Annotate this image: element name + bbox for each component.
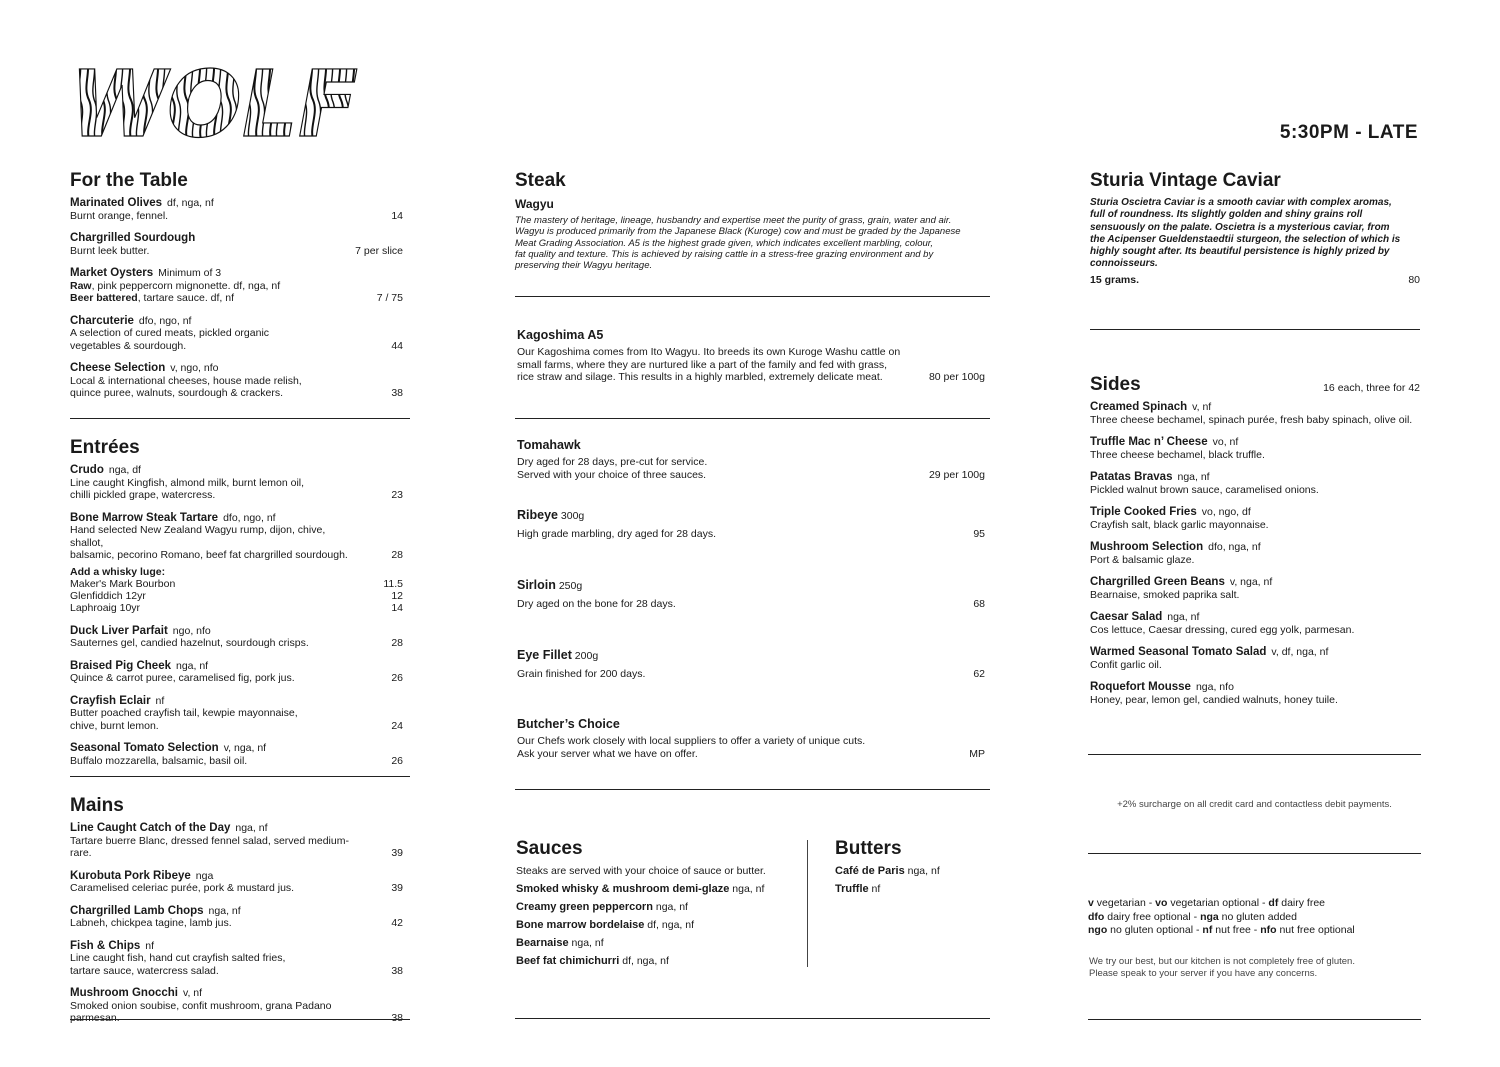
sides-section [1090, 374, 1420, 716]
item-price: 80 [1408, 273, 1420, 286]
luge-name: Glenfiddich 12yr [70, 590, 146, 603]
item-header [70, 660, 403, 673]
divider [70, 1019, 410, 1020]
cut-weight: 200g [571, 650, 599, 662]
sauce-tags: df, nga, nf [619, 954, 669, 967]
item-description: Confit garlic oil. [1090, 658, 1162, 671]
item-tags: nga, nf [175, 659, 209, 672]
column-left [70, 170, 403, 410]
item-tags: dfo, ngo, nf [138, 314, 192, 327]
legend-key: v [1088, 897, 1094, 909]
cut-name: Eye Fillet [517, 648, 572, 662]
item-price: 7 per slice [355, 244, 403, 257]
item-description: Bearnaise, smoked paprika salt. [1090, 588, 1240, 601]
legend-key: nf [1202, 924, 1213, 936]
item-header [1090, 401, 1420, 414]
item-tags: dfo, ngo, nf [223, 511, 276, 524]
menu-item [70, 695, 403, 733]
item-row [70, 210, 403, 223]
cut-row [517, 668, 985, 681]
luge-price: 14 [391, 602, 403, 615]
section-title: Sides [1090, 374, 1141, 395]
item-description: Line caught Kingfish, almond milk, burnt lemon oil, chilli pickled grape, watercress. [70, 476, 305, 501]
sauce-tags: nga, nf [904, 865, 940, 877]
item-description: Caramelised celeriac purée, pork & mustard jus. [70, 882, 295, 894]
item-row [70, 637, 403, 650]
steak-cut [517, 578, 985, 648]
item-description: Smoked onion soubise, confit mushroom, grana Padano parmesan. [70, 999, 332, 1024]
item-price: 26 [391, 672, 403, 685]
item-option-name: Beer battered [70, 292, 138, 304]
sauce-name: Beef fat chimichurri [516, 954, 620, 967]
cut-row [517, 598, 985, 611]
mains-section [70, 795, 403, 1035]
sauce-tags: df, nga, nf [644, 918, 694, 931]
item-name: Charcuterie [70, 314, 134, 327]
item-tags: nga, nfo [1195, 681, 1234, 693]
cut-header [517, 578, 985, 592]
cut-header [517, 508, 985, 522]
side-item [1090, 681, 1420, 706]
sauce-tags: nf [868, 883, 881, 895]
menu-item [70, 362, 403, 400]
item-header [1090, 646, 1420, 659]
item-description: Burnt orange, fennel. [70, 209, 169, 222]
steak-cut [517, 508, 985, 578]
legend-key: nfo [1260, 924, 1277, 936]
item-name: Bone Marrow Steak Tartare [70, 511, 219, 524]
vertical-divider [807, 840, 808, 967]
sauce-item [516, 916, 801, 934]
item-description: Three cheese bechamel, black truffle. [1090, 448, 1265, 461]
item-row [70, 1000, 403, 1025]
cut-name: Sirloin [517, 578, 556, 592]
item-description: Dry aged for 28 days, pre-cut for service. Served with your choice of three sauces. [517, 456, 708, 481]
item-description: Labneh, chickpea tagine, lamb jus. [70, 917, 232, 929]
divider [1090, 329, 1420, 330]
item-tags: v, nf [182, 987, 203, 999]
item-header [70, 232, 403, 245]
butters-section [835, 838, 990, 898]
item-tags: nga, nf [208, 904, 241, 917]
item-description: Tartare buerre Blanc, dressed fennel salad, served medium-rare. [70, 834, 349, 859]
divider [515, 789, 990, 790]
luge-row [70, 578, 403, 590]
item-name: Market Oysters [70, 267, 154, 279]
side-item [1090, 436, 1420, 461]
item-header [1090, 541, 1420, 554]
legend-row: ngo no gluten optional - nf nut free - nfo nut free optional [1088, 924, 1355, 936]
item-tags: dfo, nga, nf [1208, 541, 1261, 553]
item-description: Cos lettuce, Caesar dressing, cured egg yolk, parmesan. [1090, 623, 1355, 636]
item-description: Pickled walnut brown sauce, caramelised onions. [1090, 483, 1319, 496]
sauce-tags: nga, nf [652, 900, 688, 913]
item-tags: v, df, nga, nf [1271, 646, 1329, 658]
sauce-item [516, 952, 801, 970]
item-price: 38 [391, 1012, 403, 1024]
section-title: Sauces [516, 838, 583, 859]
sauce-name: Bone marrow bordelaise [516, 918, 645, 931]
menu-item [70, 232, 403, 257]
divider [1088, 1019, 1421, 1020]
section-title: Mains [70, 795, 124, 816]
item-tags: ngo, nfo [172, 624, 211, 637]
item-name: Seasonal Tomato Selection [70, 742, 219, 755]
item-price: 42 [391, 917, 403, 929]
sauce-name: Bearnaise [516, 936, 569, 949]
sauce-name: Café de Paris [835, 865, 905, 877]
item-description: Line caught fish, hand cut crayfish salted fries, tartare sauce, watercress salad. [70, 952, 286, 977]
legend-key: vo [1155, 897, 1168, 909]
item-row [70, 477, 403, 502]
item-tags: df, nga, nf [167, 197, 214, 209]
menu-item [70, 742, 403, 767]
item-price: MP [969, 747, 985, 760]
sauce-item [835, 880, 990, 898]
item-name: Roquefort Mousse [1090, 681, 1191, 693]
item-header [70, 987, 403, 1000]
item-name: Crayfish Eclair [70, 694, 151, 707]
item-tags: nf [155, 694, 165, 707]
luge-price: 11.5 [383, 578, 403, 590]
item-name: Mushroom Gnocchi [70, 987, 178, 999]
item-description: Crayfish salt, black garlic mayonnaise. [1090, 518, 1269, 531]
opening-hours: 5:30PM - LATE [1279, 122, 1418, 143]
dietary-legend [1088, 897, 1421, 938]
item-name: Mushroom Selection [1090, 541, 1204, 553]
menu-item [70, 464, 403, 502]
item-header [70, 742, 403, 755]
item-description: Raw, pink peppercorn mignonette. df, nga, nf Beer battered, tartare sauce. df, nf [70, 279, 281, 304]
luge-title: Add a whisky luge: [70, 565, 166, 578]
cut-description: High grade marbling, dry aged for 28 days. [517, 528, 717, 540]
kagoshima-item [517, 328, 985, 384]
item-tags: v, nga, nf [1229, 576, 1273, 588]
sauce-name: Truffle [835, 883, 869, 895]
divider [70, 418, 410, 419]
item-row [70, 245, 403, 258]
item-name: Fish & Chips [70, 939, 141, 952]
legend-row: v vegetarian - vo vegetarian optional - df dairy free [1088, 897, 1326, 909]
cut-description: Grain finished for 200 days. [517, 668, 646, 680]
item-header [1090, 436, 1420, 449]
item-name: Triple Cooked Fries [1090, 506, 1197, 518]
sauce-item [516, 934, 801, 952]
legend-key: nga [1200, 910, 1219, 923]
divider [70, 776, 410, 777]
item-name: Braised Pig Cheek [70, 659, 171, 672]
item-tags: v, nf [1192, 401, 1212, 413]
side-item [1090, 401, 1420, 426]
item-name: Marinated Olives [70, 197, 163, 209]
item-name: Kagoshima A5 [517, 328, 604, 342]
item-name: Kurobuta Pork Ribeye [70, 869, 191, 882]
side-item [1090, 471, 1420, 496]
item-header [1090, 506, 1420, 519]
divider [1088, 853, 1421, 854]
for-the-table-section [70, 170, 403, 400]
steak-cuts [517, 508, 985, 718]
item-tags: nga, nf [1167, 611, 1200, 623]
whisky-luge [70, 566, 403, 615]
butchers-choice-item [517, 717, 985, 760]
sides-pricing: 16 each, three for 42 [1323, 381, 1420, 394]
side-item [1090, 646, 1420, 671]
item-price: 28 [391, 637, 403, 650]
item-header [70, 267, 403, 280]
cut-price: 68 [973, 598, 985, 610]
cut-name: Ribeye [517, 508, 558, 522]
section-title: For the Table [70, 170, 188, 191]
wagyu-title: Wagyu [515, 197, 554, 211]
item-row [70, 375, 403, 400]
item-header [70, 197, 403, 210]
item-row [70, 280, 403, 305]
legend-key: df [1268, 897, 1279, 909]
item-price: 23 [391, 489, 403, 501]
menu-item [70, 870, 403, 895]
caviar-description: Sturia Oscietra Caviar is a smooth caviar with complex aromas, full of roundness. Its slightly golden and shiny grains roll sensuously on the palate. Oscietra is a mysterious caviar, from the Acipenser Gueldenstaedtii sturgeon, the selection of which is highly sought after. Its beautiful persistence is highly prized by connoisseurs. [1090, 197, 1401, 270]
item-description: Burnt leek butter. [70, 244, 150, 257]
side-item [1090, 611, 1420, 636]
item-header [1090, 576, 1420, 589]
item-header [70, 625, 403, 638]
item-header [1090, 611, 1420, 624]
sauce-tags: nga, nf [568, 936, 604, 949]
item-name: Cheese Selection [70, 362, 166, 374]
legend-key: dfo [1088, 910, 1105, 923]
svg-text:WOLF: WOLF [70, 58, 358, 142]
item-row [70, 672, 403, 685]
item-price: 29 per 100g [928, 468, 985, 481]
caviar-section [1090, 170, 1420, 286]
divider [1088, 754, 1421, 755]
sauce-item [516, 880, 801, 898]
wolf-logo [70, 58, 360, 142]
sauces-intro: Steaks are served with your choice of sauce or butter. [516, 865, 766, 877]
sauces-section [516, 838, 801, 970]
steak-cut [517, 648, 985, 718]
section-title: Sturia Vintage Caviar [1090, 170, 1281, 191]
item-header [70, 362, 403, 375]
item-name: Butcher’s Choice [517, 717, 620, 731]
item-header [70, 464, 403, 477]
menu-item [70, 315, 403, 353]
item-price: 38 [391, 964, 403, 977]
cut-price: 62 [973, 668, 985, 680]
item-tags: nga, nf [1177, 471, 1210, 483]
divider [515, 418, 990, 419]
cut-header [517, 648, 985, 662]
item-row [70, 952, 403, 977]
item-price: 24 [391, 719, 403, 732]
item-price: 44 [391, 339, 403, 352]
item-name: Warmed Seasonal Tomato Salad [1090, 646, 1267, 658]
menu-item [70, 197, 403, 222]
item-name: Creamed Spinach [1090, 401, 1188, 413]
wagyu-description: The mastery of heritage, lineage, husbandry and expertise meet the purity of grass, grain, water and air. Wagyu is produced primarily from the Japanese Black (Kuroge) cow and must be graded by the Japanese Meat Grading Association. A5 is the highest grade given, which indicates excellent marbling, colour, fat quality and texture. This is achieved by raising cattle in a stress-free grazing environment and by preserving their Wagyu heritage. [515, 215, 961, 272]
item-description: Our Kagoshima comes from Ito Wagyu. Ito breeds its own Kuroge Washu cattle on small farms, where they are nurtured like a part of the family and fed with grass, rice straw and silage. This results in a highly marbled, extremely delicate meat. [517, 346, 901, 383]
cut-price: 95 [973, 528, 985, 540]
item-description: Quince & carrot puree, caramelised fig, pork jus. [70, 672, 295, 685]
item-name: Tomahawk [517, 438, 581, 452]
sauce-name: Smoked whisky & mushroom demi-glaze [516, 882, 730, 895]
divider [515, 296, 990, 297]
item-header [70, 315, 403, 328]
side-item [1090, 541, 1420, 566]
menu-item [70, 660, 403, 685]
steak-section [515, 170, 985, 271]
item-name: Caesar Salad [1090, 611, 1163, 623]
item-description: Butter poached crayfish tail, kewpie mayonnaise, chive, burnt lemon. [70, 707, 298, 732]
luge-row [70, 602, 403, 614]
section-title: Butters [835, 838, 902, 859]
item-name: Patatas Bravas [1090, 471, 1173, 483]
divider [515, 1018, 990, 1019]
item-price: 7 / 75 [376, 292, 403, 304]
cut-description: Dry aged on the bone for 28 days. [517, 598, 676, 610]
item-description: A selection of cured meats, pickled organic vegetables & sourdough. [70, 327, 270, 352]
sauce-item [835, 862, 990, 880]
menu-item [70, 940, 403, 978]
item-row [70, 882, 403, 895]
item-row [70, 707, 403, 732]
item-description: Honey, pear, lemon gel, candied walnuts, honey tuile. [1090, 693, 1338, 706]
item-price: 26 [391, 754, 403, 767]
menu-item [70, 822, 403, 860]
item-tags: vo, nf [1212, 436, 1239, 448]
item-row [70, 835, 403, 860]
item-row [70, 755, 403, 768]
item-row [70, 524, 403, 562]
cut-row [517, 528, 985, 541]
gluten-note: We try our best, but our kitchen is not completely free of gluten. Please speak to your server if you have any concerns. [1089, 956, 1355, 979]
item-name: Line Caught Catch of the Day [70, 822, 231, 834]
section-title: Steak [515, 170, 566, 191]
item-tags: v, nga, nf [223, 742, 267, 755]
sauce-item [516, 898, 801, 916]
item-price: 39 [391, 847, 403, 859]
item-tags: vo, ngo, df [1201, 506, 1251, 518]
item-option-name: Raw [70, 279, 92, 292]
item-row [70, 327, 403, 352]
item-description: Our Chefs work closely with local suppliers to offer a variety of unique cuts. Ask your server what we have on offer. [517, 735, 866, 760]
item-name: Crudo [70, 464, 104, 476]
item-header [70, 695, 403, 708]
item-row [70, 917, 403, 930]
menu-item [70, 625, 403, 650]
section-title: Entrées [70, 437, 140, 458]
item-header [70, 905, 403, 918]
menu-item [70, 905, 403, 930]
item-description: Hand selected New Zealand Wagyu rump, dijon, chive, shallot, balsamic, pecorino Romano, beef fat chargrilled sourdough. [70, 524, 348, 561]
item-tags: nga [195, 869, 214, 882]
item-tags: Minimum of 3 [158, 267, 222, 279]
legend-key: ngo [1088, 924, 1108, 936]
luge-name: Laphroaig 10yr [70, 602, 141, 615]
side-item [1090, 576, 1420, 601]
item-header [70, 870, 403, 883]
item-description: Local & international cheeses, house made relish, quince puree, walnuts, sourdough & crackers. [70, 374, 302, 399]
item-description: Three cheese bechamel, spinach purée, fresh baby spinach, olive oil. [1090, 413, 1413, 426]
item-tags: v, ngo, nfo [170, 362, 219, 374]
item-price: 39 [391, 882, 403, 894]
caviar-portion: 15 grams. [1090, 273, 1140, 286]
item-tags: nf [145, 939, 155, 952]
sauce-tags: nga, nf [729, 882, 765, 895]
cut-weight: 250g [555, 580, 583, 592]
item-header [70, 512, 403, 525]
item-header [1090, 471, 1420, 484]
item-price: 28 [391, 549, 403, 561]
luge-price: 12 [391, 590, 403, 603]
cut-weight: 300g [558, 510, 585, 522]
tomahawk-item [517, 438, 985, 481]
item-price: 38 [391, 387, 403, 399]
item-name: Chargrilled Green Beans [1090, 576, 1225, 588]
item-name: Chargrilled Sourdough [70, 232, 196, 244]
sauce-name: Creamy green peppercorn [516, 900, 653, 913]
item-header [70, 822, 403, 835]
item-price: 14 [391, 209, 403, 222]
item-header [70, 940, 403, 953]
item-description: Buffalo mozzarella, balsamic, basil oil. [70, 754, 248, 767]
luge-name: Maker's Mark Bourbon [70, 578, 176, 590]
legend-row: dfo dairy free optional - nga no gluten added [1088, 910, 1297, 923]
menu-item [70, 267, 403, 305]
item-price: 80 per 100g [928, 371, 985, 383]
item-description: Port & balsamic glaze. [1090, 553, 1195, 566]
surcharge-note: +2% surcharge on all credit card and contactless debit payments. [1117, 799, 1392, 810]
entrees-section [70, 437, 403, 777]
item-tags: nga, nf [235, 822, 268, 834]
item-header [1090, 681, 1420, 694]
item-name: Truffle Mac n’ Cheese [1090, 436, 1208, 448]
item-name: Chargrilled Lamb Chops [70, 904, 204, 917]
item-description: Sauternes gel, candied hazelnut, sourdough crisps. [70, 637, 309, 650]
menu-item [70, 512, 403, 562]
item-name: Duck Liver Parfait [70, 624, 168, 637]
side-item [1090, 506, 1420, 531]
item-tags: nga, df [108, 464, 141, 476]
luge-row [70, 590, 403, 602]
